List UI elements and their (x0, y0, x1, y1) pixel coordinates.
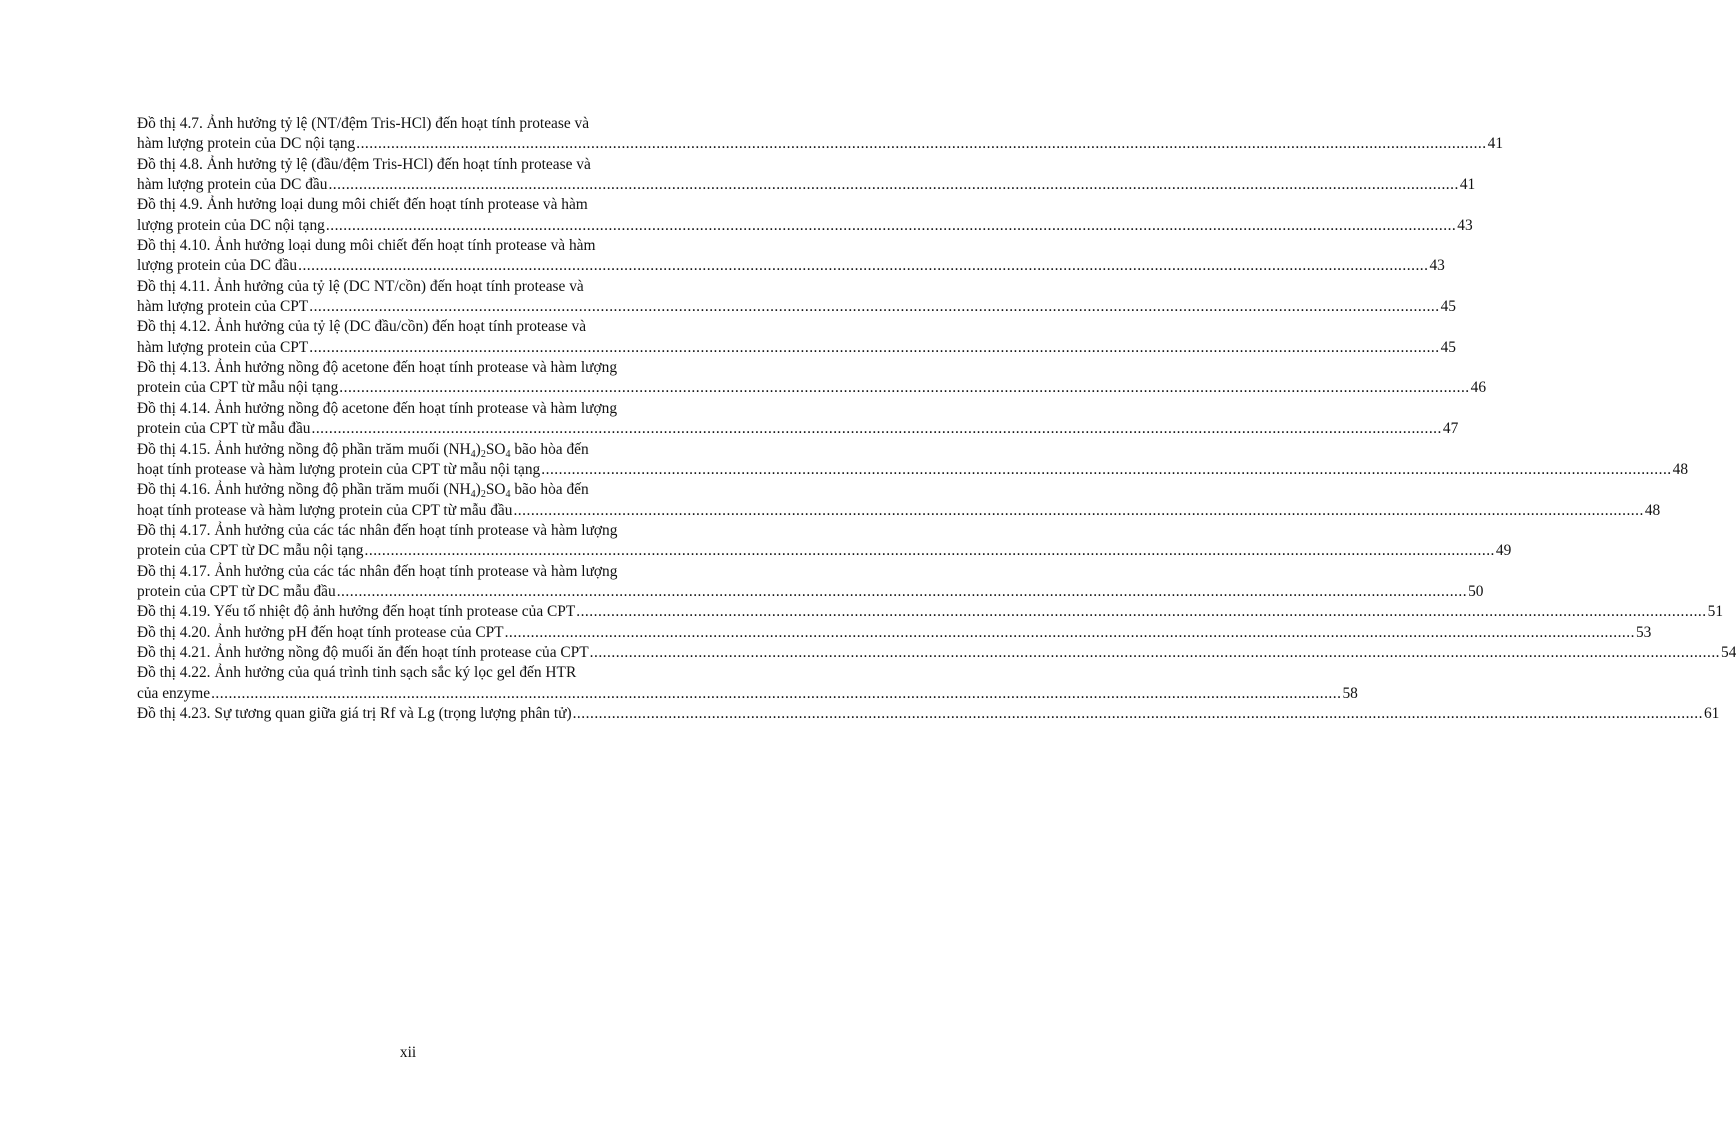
toc-entry-title-cont: protein của CPT từ mẫu đầu (137, 420, 311, 438)
toc-entry-title-cont: hàm lượng protein của DC nội tạng (137, 135, 356, 153)
toc-page-number: 61 (1703, 704, 1720, 722)
toc-entry-title: Đồ thị 4.21. Ảnh hưởng nồng độ muối ăn đến hoạt tính protease của CPT (137, 643, 589, 661)
toc-entry[interactable] (137, 317, 1456, 358)
dot-leader (573, 704, 1703, 724)
toc-entry-title-cont: lượng protein của DC đầu (137, 257, 298, 275)
toc-entry-title: Đồ thị 4.19. Yếu tố nhiệt độ ảnh hưởng đến hoạt tính protease của CPT (137, 603, 576, 621)
dot-leader (590, 643, 1720, 663)
toc-entry-title: Đồ thị 4.14. Ảnh hưởng nồng độ acetone đến hoạt tính protease và hàm lượng (137, 399, 618, 417)
toc-page-number: 53 (1635, 623, 1652, 641)
toc-entry-title-cont: hàm lượng protein của DC đầu (137, 176, 328, 194)
page-number: xii (399, 1044, 417, 1061)
toc-page-number: 51 (1707, 603, 1724, 621)
toc-page-number: 58 (1342, 684, 1358, 702)
toc-entry[interactable] (137, 521, 1512, 562)
toc-entry-title: Đồ thị 4.16. Ảnh hưởng nồng độ phần trăm muối $(NH_4)_2SO_4$ bão hòa đến (137, 481, 589, 501)
dot-leader (339, 378, 1469, 398)
toc-entry-title: Đồ thị 4.8. Ảnh hưởng tỷ lệ (đầu/đệm Tris-HCl) đến hoạt tính protease và (137, 155, 591, 173)
toc-entry-title-cont: protein của CPT từ DC mẫu nội tạng (137, 542, 364, 560)
toc-entry-title: Đồ thị 4.23. Sự tương quan giữa giá trị Rf và Lg (trọng lượng phân tử) (137, 704, 572, 722)
toc-entry-title: Đồ thị 4.12. Ảnh hưởng của tỷ lệ (DC đầu/cồn) đến hoạt tính protease và (137, 318, 587, 336)
toc-entry-title: Đồ thị 4.7. Ảnh hưởng tỷ lệ (NT/đệm Tris-HCl) đến hoạt tính protease và (137, 115, 590, 132)
toc-entry-title-cont: hoạt tính protease và hàm lượng protein của CPT từ mẫu đầu (137, 501, 513, 519)
dot-leader (298, 256, 1428, 276)
toc-entry[interactable] (137, 114, 1504, 155)
toc-entry-title-cont: lượng protein của DC nội tạng (137, 216, 325, 234)
toc-entry-title: Đồ thị 4.10. Ảnh hưởng loại dung môi chiết đến hoạt tính protease và hàm (137, 237, 596, 255)
toc-entry[interactable] (137, 480, 1661, 521)
toc-entry-title-cont: protein của CPT từ DC mẫu đầu (137, 582, 336, 600)
dot-leader (513, 501, 1643, 521)
toc-entry-title: Đồ thị 4.13. Ảnh hưởng nồng độ acetone đến hoạt tính protease và hàm lượng (137, 359, 618, 377)
dot-leader (311, 419, 1441, 439)
dot-leader (541, 460, 1671, 480)
toc-page-number: 46 (1470, 379, 1487, 397)
toc-page-number: 49 (1495, 542, 1512, 560)
toc-entry[interactable] (137, 277, 1456, 318)
toc-entry-title: Đồ thị 4.22. Ảnh hưởng của quá trình tinh sạch sắc ký lọc gel đến HTR (137, 664, 577, 682)
toc-page-number: 54 (1721, 643, 1736, 661)
dot-leader (505, 623, 1635, 643)
dot-leader (337, 582, 1467, 602)
toc-entry[interactable] (137, 195, 1473, 236)
toc-entry-title-cont: của enzyme (137, 684, 211, 702)
toc-entry[interactable] (137, 663, 1358, 704)
toc-entry-title: Đồ thị 4.15. Ảnh hưởng nồng độ phần trăm muối $(NH_4)_2SO_4$ bão hòa đến (137, 440, 589, 460)
toc-entry-title: Đồ thị 4.17. Ảnh hưởng của các tác nhân đến hoạt tính protease và hàm lượng (137, 521, 618, 539)
toc-entry-title-cont: protein của CPT từ mẫu nội tạng (137, 379, 339, 397)
toc-page-number: 41 (1459, 176, 1476, 194)
dot-leader (365, 541, 1495, 561)
dot-leader (356, 134, 1486, 154)
toc-page-number: 47 (1442, 420, 1459, 438)
toc-entry[interactable] (137, 623, 1652, 643)
toc-entry-title: Đồ thị 4.11. Ảnh hưởng của tỷ lệ (DC NT/cồn) đến hoạt tính protease và (137, 277, 584, 295)
toc-page-number: 50 (1468, 582, 1484, 600)
toc-entry[interactable] (137, 643, 1736, 663)
toc-page-number: 48 (1644, 501, 1661, 519)
dot-leader (309, 338, 1439, 358)
toc-entry[interactable] (137, 602, 1724, 622)
toc-entry[interactable] (137, 704, 1720, 724)
toc-entry[interactable] (137, 236, 1445, 277)
toc-entry-title: Đồ thị 4.17. Ảnh hưởng của các tác nhân đến hoạt tính protease và hàm lượng (137, 562, 618, 580)
toc-entry-title-cont: hàm lượng protein của CPT (137, 298, 309, 316)
toc-entry-title: Đồ thị 4.20. Ảnh hưởng pH đến hoạt tính protease của CPT (137, 623, 504, 641)
toc-entry[interactable] (137, 399, 1459, 440)
toc-entry-title-cont: hàm lượng protein của CPT (137, 338, 309, 356)
toc-page-number: 45 (1440, 298, 1456, 316)
table-of-figures (137, 114, 1736, 724)
toc-page-number: 45 (1440, 338, 1456, 356)
toc-entry[interactable] (137, 155, 1476, 196)
toc-page-number: 48 (1672, 460, 1689, 478)
dot-leader (326, 216, 1456, 236)
toc-page-number: 41 (1487, 135, 1504, 153)
toc-entry-title-cont: hoạt tính protease và hàm lượng protein của CPT từ mẫu nội tạng (137, 460, 541, 478)
dot-leader (576, 602, 1706, 622)
dot-leader (309, 297, 1439, 317)
toc-entry[interactable] (137, 562, 1484, 603)
dot-leader (328, 175, 1458, 195)
toc-page-number: 43 (1457, 216, 1473, 234)
toc-entry[interactable] (137, 440, 1689, 481)
dot-leader (211, 684, 1341, 704)
toc-entry-title: Đồ thị 4.9. Ảnh hưởng loại dung môi chiết đến hoạt tính protease và hàm (137, 196, 588, 214)
toc-entry[interactable] (137, 358, 1487, 399)
toc-page-number: 43 (1429, 257, 1445, 275)
